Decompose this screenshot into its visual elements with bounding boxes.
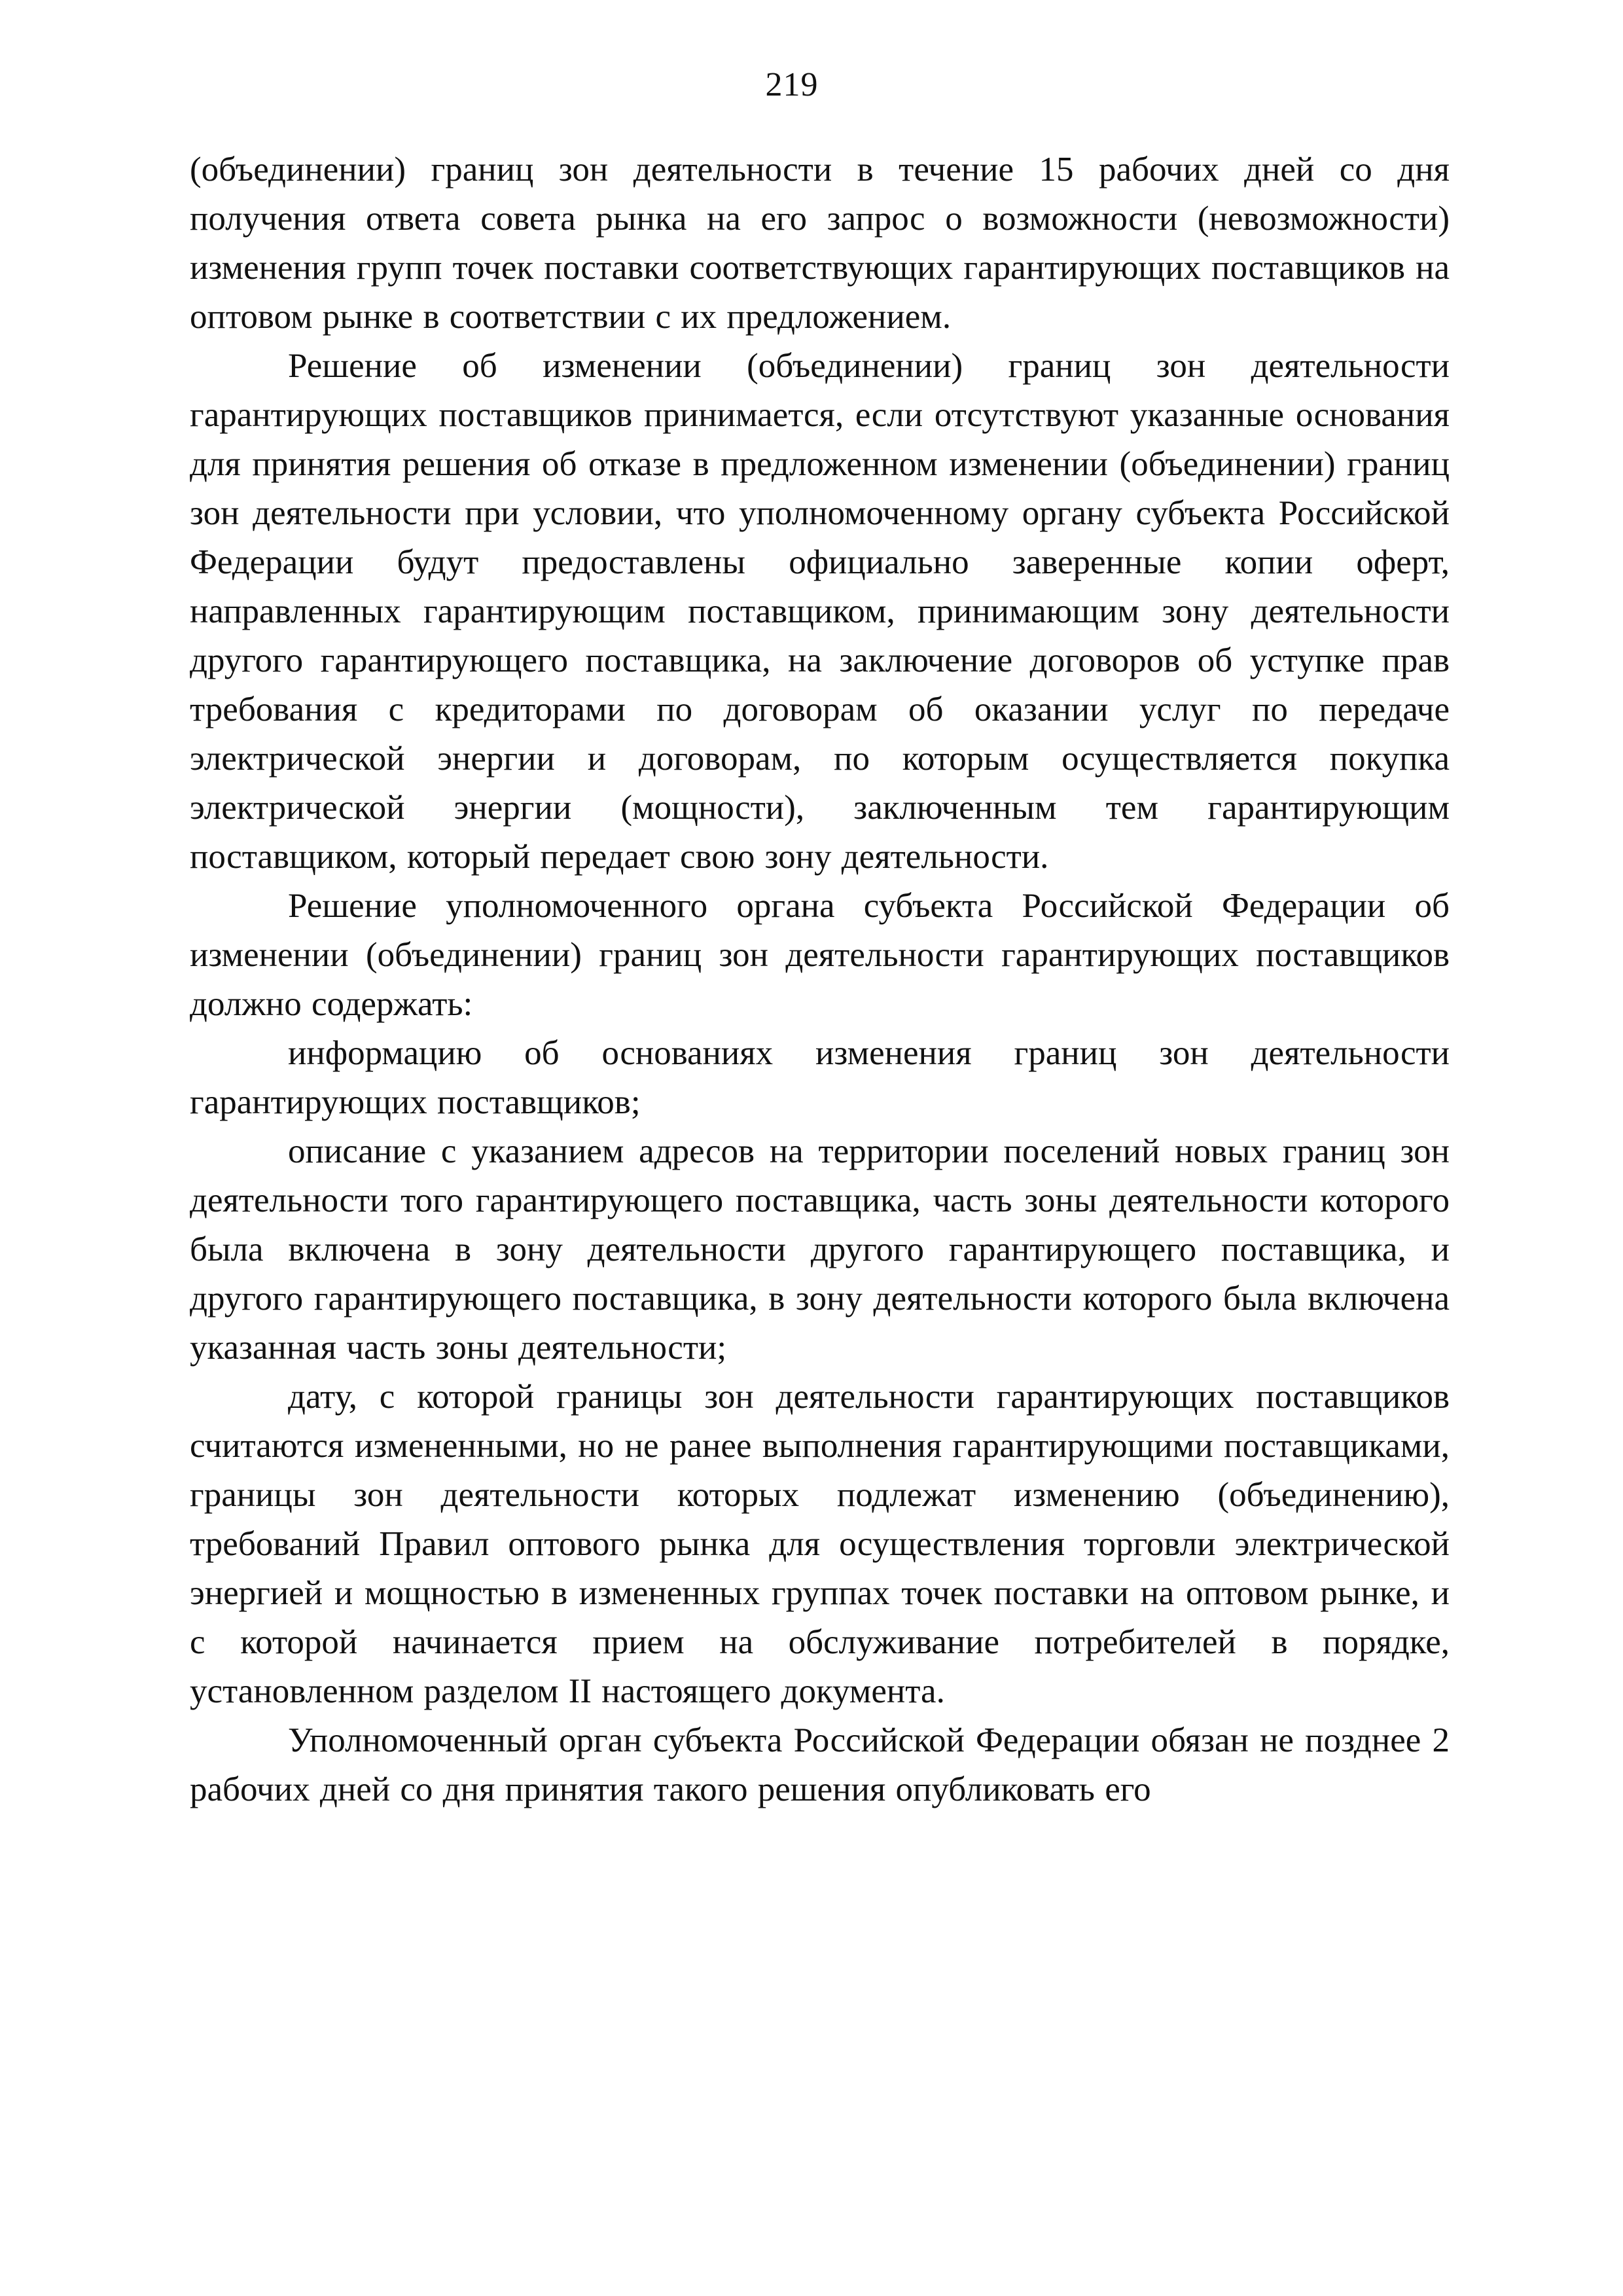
paragraph-list-item: описание с указанием адресов на территории поселений новых границ зон деятельности того гарантирующего поставщика, часть зоны деятельности которого была включена в зону деятельности другого гарантирующего поставщика, и другого гарантирующего поставщика, в зону деятельности которого была включена указанная часть зоны деятельности;	[190, 1132, 1450, 1367]
paragraph: Решение уполномоченного органа субъекта Российской Федерации об изменении (объединении) границ зон деятельности гарантирующих поставщиков должно содержать:	[190, 887, 1450, 1023]
paragraph: Уполномоченный орган субъекта Российской Федерации обязан не позднее 2 рабочих дней со дня принятия такого решения опубликовать его	[190, 1721, 1450, 1808]
paragraph-continuation: (объединении) границ зон деятельности в течение 15 рабочих дней со дня получения ответа совета рынка на его запрос о возможности (невозможности) изменения групп точек поставки соответствующих гарантирующих поставщиков на оптовом рынке в соответствии с их предложением.	[190, 151, 1450, 336]
paragraph: Решение об изменении (объединении) границ зон деятельности гарантирующих поставщиков принимается, если отсутствуют указанные основания для принятия решения об отказе в предложенном изменении (объединении) границ зон деятельности при условии, что уполномоченному органу субъекта Российской Федерации будут предоставлены официально заверенные копии оферт, направленных гарантирующим поставщиком, принимающим зону деятельности другого гарантирующего поставщика, на заключение договоров об уступке прав требования с кредиторами по договорам об оказании услуг по передаче электрической энергии и договорам, по которым осуществляется покупка электрической энергии (мощности), заключенным тем гарантирующим поставщиком, который передает свою зону деятельности.	[190, 347, 1450, 876]
paragraph-list-item: дату, с которой границы зон деятельности гарантирующих поставщиков считаются измененными, но не ранее выполнения гарантирующими поставщиками, границы зон деятельности которых подлежат изменению (объединению), требований Правил оптового рынка для осуществления торговли электрической энергией и мощностью в измененных группах точек поставки на оптовом рынке, и с которой начинается прием на обслуживание потребителей в порядке, установленном разделом II настоящего документа.	[190, 1378, 1450, 1710]
page-number: 219	[765, 66, 819, 103]
paragraph-list-item: информацию об основаниях изменения границ зон деятельности гарантирующих поставщиков;	[190, 1034, 1450, 1121]
document-body	[190, 145, 1450, 1814]
